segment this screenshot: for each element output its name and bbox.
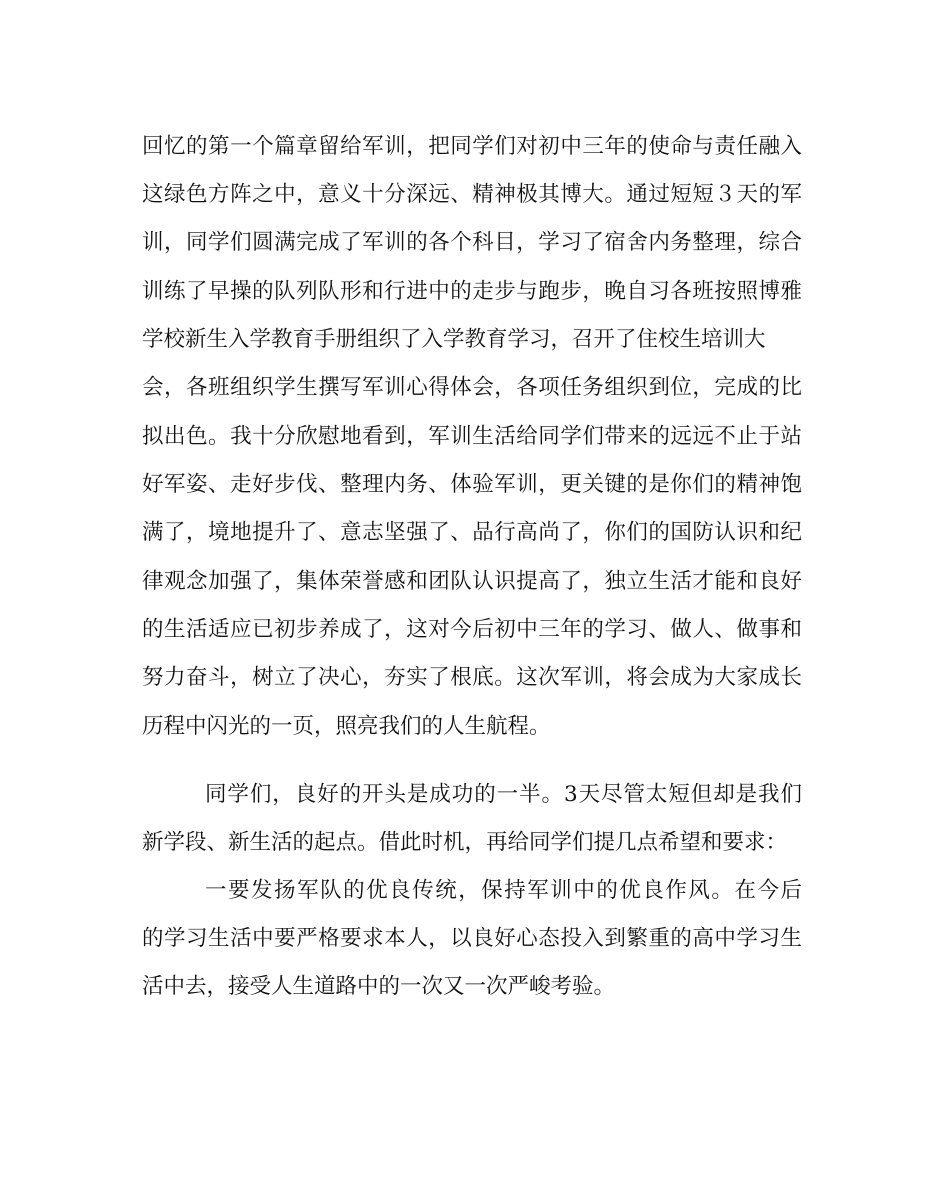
- text-line: 的生活适应已初步养成了，这对今后初中三年的学习、做人、做事和: [142, 617, 802, 642]
- text-line: 这绿色方阵之中，意义十分深远、精神极其博大。通过短短３天的军: [142, 182, 802, 207]
- text-line: 学校新生入学教育手册组织了入学教育学习，召开了住校生培训大: [142, 327, 766, 352]
- text-line: 活中去，接受人生道路中的一次又一次严峻考验。: [142, 974, 616, 999]
- text-line: 历程中闪光的一页，照亮我们的人生航程。: [142, 714, 551, 739]
- text-line: 训，同学们圆满完成了军训的各个科目，学习了宿舍内务整理，综合: [142, 230, 802, 255]
- text-line: 同学们，良好的开头是成功的一半。3天尽管太短但却是我们: [205, 782, 802, 807]
- text-line: 好军姿、走好步伐、整理内务、体验军训，更关键的是你们的精神饱: [142, 472, 802, 497]
- text-line: 一要发扬军队的优良传统，保持军训中的优良作风。在今后: [205, 878, 802, 903]
- text-line: 会，各班组织学生撰写军训心得体会，各项任务组织到位，完成的比: [142, 375, 802, 400]
- text-line: 满了，境地提升了、意志坚强了、品行高尚了，你们的国防认识和纪: [142, 520, 802, 545]
- text-line: 律观念加强了，集体荣誉感和团队认识提高了，独立生活才能和良好: [142, 569, 802, 594]
- text-line: 回忆的第一个篇章留给军训，把同学们对初中三年的使命与责任融入: [142, 134, 802, 159]
- text-line: 的学习生活中要严格要求本人，以良好心态投入到繁重的高中学习生: [142, 926, 802, 951]
- text-line: 拟出色。我十分欣慰地看到，军训生活给同学们带来的远远不止于站: [142, 424, 802, 449]
- text-line: 训练了早操的队列队形和行进中的走步与跑步，晚自习各班按照博雅: [142, 279, 802, 304]
- text-line: 努力奋斗，树立了决心，夯实了根底。这次军训，将会成为大家成长: [142, 665, 802, 690]
- text-line: 新学段、新生活的起点。借此时机，再给同学们提几点希望和要求：: [142, 830, 788, 855]
